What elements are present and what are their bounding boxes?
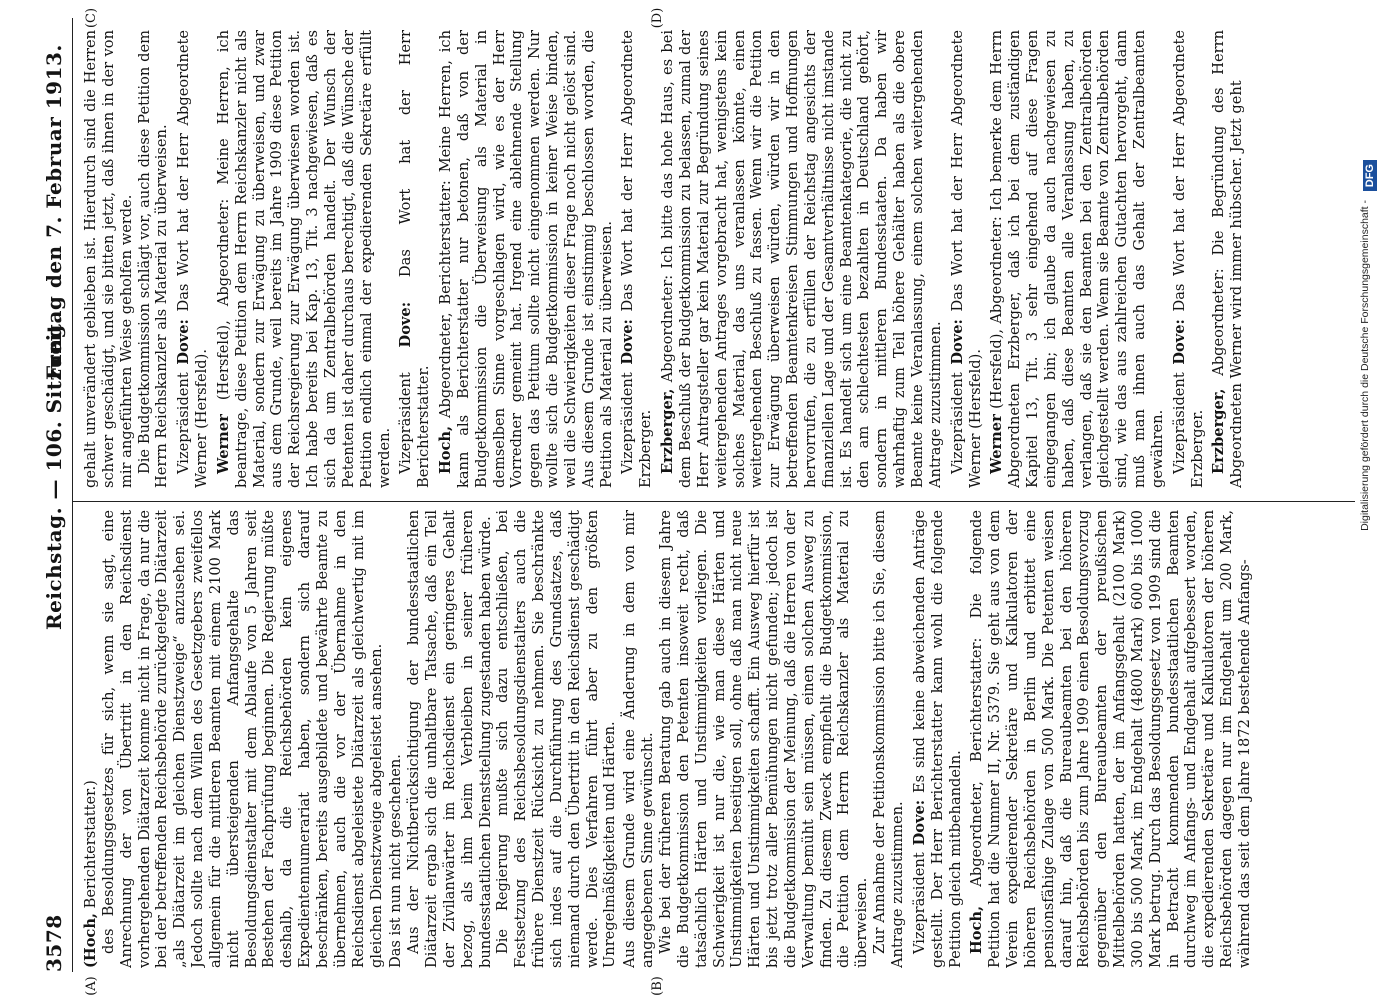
paragraph: des Besoldungsgesetzes für sich, wenn sie sagt, eine Anrechnung der von Übertritt in den Reichsdienst vorhergehenden Diätarzeit komme nicht in Frage, da nur die bei der betreffenden Reichsbehörde zurückgelegte Diätarzeit „als Diätarzeit im gleichen Dienstzweige“ anzusehen sei. Jedoch sollte nach dem Willen des Gesetzgebers zweifellos allgemein für die mittleren Beamten mit einem 2100 Mark nicht übersteigenden Anfangsgehalte das Besoldungsdienstalter mit dem Ablaufe von 5 Jahren seit Bestehen der Fachprüfung beginnen. Die Regierung müßte deshalb, da die Reichsbehörden kein eigenes Expedientennumerariat haben, sondern sich darauf beschränken, bereits ausgebildete und bewährte Beamte zu übernehmen, auch die vor der Übernahme in den Reichsdienst abgeleistete Diätarzeit als gleichwertig mit im gleichen Dienstzweige abgeleistet ansehen.: [99, 510, 385, 968]
president-title: Vizepräsident: [619, 372, 637, 474]
margin-mark-b: (B): [650, 976, 665, 996]
paragraph: Wie bei der früheren Beratung gab auch in diesem Jahre die Budgetkommission den Petenten insoweit recht, daß tatsächlich Härten und Unstimmigkeiten vorliegen. Die Schwierigkeit ist nur die, wie man diese Härten und Unstimmigkeiten beseitigen soll, ohne daß man nicht neue Härten und Unstimmigkeiten schafft. Ein Ausweg hierfür ist bis jetzt trotz aller Bemühungen nicht gefunden; jedoch ist die Budgetkommission der Meinung, daß die Herren von der Verwaltung bemüht sein müssen, einen solchen Ausweg zu finden. Zu diesem Zweck empfiehlt die Budgetkommission, die Petition dem Herrn Reichskanzler als Material zu überweisen.: [657, 510, 871, 968]
session-title: Reichstag. — 106. Sitzung.: [42, 316, 66, 630]
margin-mark-a: (A): [84, 976, 99, 996]
left-column: [82, 510, 1353, 968]
speaker-name: Erzberger,: [659, 388, 677, 474]
speaker-name: Werner: [988, 414, 1006, 474]
speech-text: (Hersfeld), Abgeordneter: Ich bemerke dem Herrn Abgeordneten Erzberger, daß ich bei dem zuständigen Kapitel 13, Tit. 3 sehr eingehend auf diese Fragen eingegangen bin; ich glaube da auch nachgewiesen zu haben, daß diese Beamten alle Veranlassung haben, zu verlangen, daß sie den Beamten bei den Zentralbehörden gleichgestellt werden. Wenn sie Beamte von Zentralbehörden sind, wie das aus zahlreichen Gutachten hervorgeht, dann muß man ihnen auch das Gehalt der Zentralbeamten gewähren.: [988, 30, 1166, 488]
speaker-continued-line: [82, 510, 100, 968]
speech-text: Abgeordneter, Berichterstatter: Meine Herren, ich kann als Berichterstatter nur betonen, daß von der Budgetkommission die Überweisung als Material in demselben Sinne vorgeschlagen wird, wie es der Herr Vorredner gemeint hat. Irgend eine ablehnende Stellung gegen das Petitum sollte nicht eingenommen werden. Nur wollte sich die Budgetkommission in keiner Weise binden, weil die Schwierigkeiten dieser Frage noch nicht gelöst sind. Aus diesem Grunde ist einstimmig beschlossen worden, die Petition als Material zu überweisen.: [437, 30, 615, 488]
speech-text: Abgeordneter, Berichterstatter: Die folgende Petition hat die Nummer II, Nr. 5379. Sie geht aus von dem Verein expedierender Sekretäre und Kalkulatoren der höheren Reichsbehörden in Berlin und erbittet eine pensionsfähige Zulage von 500 Mark. Die Petenten weisen darauf hin, daß die Bureaubeamten bei den höheren Reichsbehörden bis zum Jahre 1909 einen Besoldungsvorzug gegenüber den Bureaubeamten der preußischen Mittelbehörden hatten, der im Anfangsgehalt (2100 Mark) 300 bis 500 Mark, im Endgehalt (4800 Mark) 600 bis 1000 Mark betrug. Durch das Besoldungsgesetz von 1909 sind die in Betracht kommenden bundesstaatlichen Beamten durchweg im Anfangs- und Endgehalt aufgebessert worden, die expedierenden Sekretäre und Kalkulatoren der höheren Reichsbehörden dagegen nur im Endgehalt um 200 Mark, während das seit dem Jahre 1872 bestehende Anfangs-: [968, 510, 1253, 968]
remark-text: Das Wort hat der Herr Abgeordnete Erzberger.: [1170, 30, 1206, 488]
dfg-logo: DFG: [1363, 160, 1377, 191]
remark-text: Das Wort hat der Herr Abgeordnete Erzberger.: [619, 30, 655, 488]
paragraph: Aus diesem Grunde wird eine Änderung in dem von mir angegebenen Sinne gewünscht.: [621, 510, 657, 968]
margin-mark-d: (D): [650, 7, 665, 29]
president-title: Vizepräsident: [1170, 372, 1188, 474]
president-remark: [1171, 30, 1207, 488]
paragraph: Das ist nun nicht geschehen.: [387, 754, 405, 968]
president-name: Dove:: [948, 319, 966, 365]
remark-text: Das Wort hat der Herr Abgeordnete Werner (Hersfeld).: [175, 30, 211, 488]
president-name: Dove:: [910, 799, 928, 846]
speech-text: Abgeordneter: Die Begründung des Herrn Abgeordneten Werner wird immer hübscher. Jetzt geht: [1210, 30, 1246, 488]
speech: [1210, 30, 1246, 488]
running-head: [40, 18, 68, 972]
remark-text: Das Wort hat der Herr Abgeordnete Werner (Hersfeld).: [948, 30, 984, 488]
speaker-name: Hoch,: [437, 425, 455, 474]
president-name: Dove:: [1170, 319, 1188, 365]
president-remark: [619, 30, 655, 488]
speech: [659, 30, 945, 488]
paragraph: Die Budgetkommission schlägt vor, auch diese Petition dem Herrn Reichskanzler als Material zu überweisen.: [135, 30, 171, 488]
speaker-name: Hoch,: [968, 905, 986, 954]
digitization-credit: Digitalisierung gefördert durch die Deutsche Forschungsgemeinschaft -: [1359, 200, 1371, 531]
paragraph: Die Regierung mußte sich dazu entschließen, bei Festsetzung des Reichsbesoldungsdienstalters auch die frühere Dienstzeit Rücksicht zu nehmen. Sie beschränkte sich indes auf die Durchführung des Grundsatzes, daß niemand durch den Übertritt in den Reichsdienst geschädigt werde. Dies Verfahren führt aber zu den größten Unregelmäßigkeiten und Härten.: [494, 510, 619, 968]
speech: [437, 30, 615, 488]
speech-text: Abgeordneter: Ich bitte das hohe Haus, es bei dem Beschluß der Budgetkommission zu belassen, zumal der Herr Antragsteller gar kein Material zur Begründung seines weitergehenden Antrages vorgebracht hat, wenigstens kein solches Material, das uns veranlassen könnte, einen weitergehenden Beschluß zu fassen. Wenn wir die Petition zur Erwägung überweisen würden, würden wir in den betreffenden Beamtenkreisen Stimmungen und Hoffnungen hervorrufen, die zu erfüllen der Reichstag angesichts der finanziellen Lage und der Gesamtverhältnisse nicht imstande ist. Es handelt sich um eine Beamtenkategorie, die nicht zu den am schlechtesten bezahlten in Deutschland gehört, sondern in mittleren Bundesstaaten. Da haben wir wahrhaftig zum Teil höhere Gehälter haben als die obere Beamte keine Veranlassung, einem solchen weitergehenden Antrage zuzustimmen.: [659, 30, 944, 488]
president-name: Dove:: [397, 301, 415, 348]
speaker-continued: (Hoch,: [82, 912, 99, 968]
paragraph: gehalt unverändert geblieben ist. Hierdurch sind die Herren schwer geschädigt, und sie bitten jetzt, daß ihnen in der von mir angeführten Weise geholfen werde.: [82, 30, 135, 488]
president-remark: [175, 30, 211, 488]
remark-text: Es sind keine abweichenden Anträge gestellt. Der Herr Berichterstatter kann wohl die folgende Petition gleich mitbehandeln.: [910, 510, 964, 968]
president-remark: [911, 510, 965, 968]
president-remark: [949, 30, 985, 488]
column-divider: [72, 501, 1355, 502]
remark-text: Das Wort hat der Herr Berichterstatter.: [397, 30, 433, 488]
paragraph: Zur Annahme der Petitionskommission bitte ich Sie, diesem Antrage zuzustimmen.: [871, 510, 906, 968]
speech: [968, 510, 1254, 968]
header-rule: [72, 18, 73, 972]
speaker-name: Werner: [214, 414, 232, 474]
president-title: Vizepräsident: [175, 372, 193, 474]
right-column: [82, 30, 1353, 488]
president-title: Vizepräsident: [397, 372, 415, 474]
speech-text: (Hersfeld), Abgeordneter: Meine Herren, ich beantrage, diese Petition dem Herrn Reichskanzler nicht als Material, sondern zur Erwägung zu überweisen, und zwar aus dem Grunde, weil bereits im Jahre 1909 diese Petition der Reichsregierung zur Erwägung überwiesen worden ist. Ich habe bereits bei Kap. 13, Tit. 3 nachgewiesen, daß es sich da um Zentralbehörden handelt. Der Wunsch der Petenten ist daher durchaus berechtigt, daß die Wünsche der Petition endlich einmal der expedierenden Sekretäre erfüllt werden.: [214, 30, 393, 488]
president-title: Vizepräsident: [910, 852, 928, 954]
session-date: Freitag den 7. Februar 1913.: [42, 44, 66, 380]
speaker-continued-role: Berichterstatter.): [82, 780, 99, 909]
margin-mark-c: (C): [84, 7, 99, 29]
president-title: Vizepräsident: [948, 372, 966, 474]
president-name: Dove:: [619, 319, 637, 365]
president-name: Dove:: [175, 319, 193, 365]
paragraph: Aus der Nichtberücksichtigung der bundesstaatlichen Diätarzeit ergab sich die unhaltbare Tatsache, daß ein Teil der Zivilanwärter im Reichsdienst ein geringeres Gehalt bezog, als ihm beim Verbleiben in seiner früheren bundesstaatlichen Dienststellung zugestanden haben würde.: [405, 510, 494, 968]
speech: [215, 30, 393, 488]
speech: [988, 30, 1166, 488]
page-number: 3578: [42, 914, 66, 972]
president-remark: [397, 30, 433, 488]
speaker-name: Erzberger,: [1210, 388, 1228, 474]
